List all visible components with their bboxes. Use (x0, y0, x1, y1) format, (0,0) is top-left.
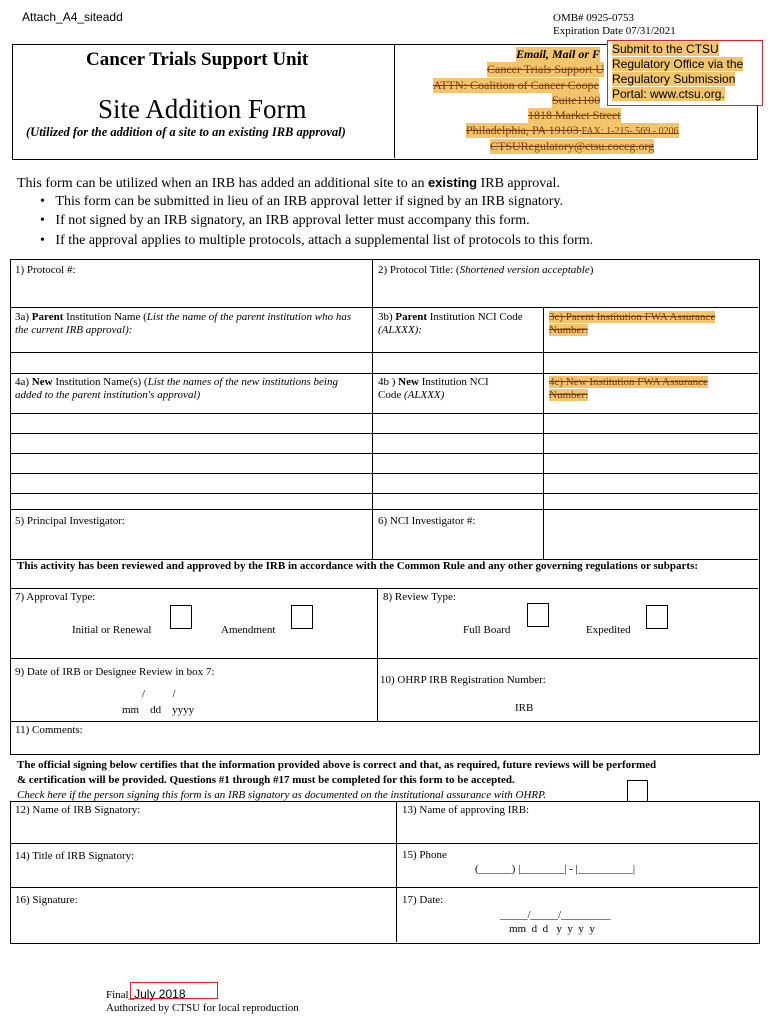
parent-institution-label: 3a) Parent Institution Name (List the name of the parent institution who has the current IRB approval): (15, 311, 352, 336)
review-date-separators[interactable]: / / (142, 688, 176, 700)
row-divider (10, 307, 758, 308)
date-format: mm d d y y y y (509, 923, 595, 935)
address-city: Philadelphia, PA 19103 (466, 123, 579, 137)
new-institution-row[interactable] (11, 414, 757, 433)
protocol-number-field[interactable] (11, 280, 371, 306)
row-divider (10, 843, 758, 844)
parent-fwa-field[interactable] (544, 353, 757, 373)
protocol-title-field[interactable] (373, 280, 757, 306)
irb-signatory-check-label: Check here if the person signing this form is an IRB signatory as documented on the institutional assurance with OHRP. (17, 789, 547, 801)
expedited-checkbox[interactable] (646, 605, 668, 629)
file-tag: Attach_A4_siteadd (22, 10, 123, 24)
review-date-label: 9) Date of IRB or Designee Review in box 7: (15, 666, 215, 678)
intro-bullet: • This form can be submitted in lieu of an IRB approval letter if signed by an IRB signatory. (40, 194, 564, 209)
intro-bullet: • If not signed by an IRB signatory, an IRB approval letter must accompany this form. (40, 213, 530, 228)
review-statement: This activity has been reviewed and approved by the IRB in accordance with the Common Rule and any other governing regulations or subparts: (17, 560, 699, 572)
address-email: CTSURegulatory@ctsu.coccg.org (490, 139, 655, 153)
form-title: Site Addition Form (98, 94, 307, 124)
nci-investigator-field[interactable] (373, 530, 757, 558)
annotation-line-2: Regulatory Office via the (612, 57, 744, 71)
amendment-checkbox[interactable] (291, 605, 313, 629)
new-institution-label: 4a) New Institution Name(s) (List the names of the new institutions being added to the parent institution's approval) (15, 376, 338, 401)
full-board-checkbox[interactable] (527, 603, 549, 627)
row-divider (10, 509, 758, 510)
expedited-label: Expedited (586, 624, 631, 636)
address-fax: FAX: 1-215- 569 - 0206 (581, 126, 679, 137)
footer-final-prefix: Final_ (106, 989, 135, 1001)
address-line-2: Cancer Trials Support U (487, 62, 604, 76)
review-type-label: 8) Review Type: (383, 591, 456, 603)
full-board-label: Full Board (463, 624, 511, 636)
principal-investigator-field[interactable] (11, 530, 371, 558)
new-institution-row[interactable] (11, 474, 757, 493)
signature-label: 16) Signature: (15, 894, 78, 906)
date-field[interactable]: _____/_____/_________ (500, 909, 611, 921)
footer-date-annotation (130, 982, 218, 999)
new-institution-row[interactable] (11, 434, 757, 453)
principal-investigator-label: 5) Principal Investigator: (15, 515, 125, 527)
address-line-6 (466, 123, 679, 138)
parent-nci-code-field[interactable] (373, 353, 542, 373)
annotation-line-4: Portal: www.ctsu.org. (612, 87, 725, 101)
phone-field[interactable]: (______) |________| - |__________| (475, 863, 636, 875)
address-line-5: 1818 Market Street (528, 108, 621, 122)
signature-field[interactable] (11, 908, 395, 941)
initial-renewal-checkbox[interactable] (170, 605, 192, 629)
address-line-3: ATTN: Coalition of Cancer Coope (433, 78, 599, 92)
protocol-number-label: 1) Protocol #: (15, 264, 76, 276)
intro-bullet: • If the approval applies to multiple protocols, attach a supplemental list of protocols to this form. (40, 233, 594, 248)
irb-signatory-title-label: 14) Title of IRB Signatory: (15, 850, 135, 862)
irb-signatory-checkbox[interactable] (627, 780, 648, 802)
phone-label: 15) Phone (402, 849, 447, 861)
column-divider (377, 588, 378, 721)
row-divider (10, 721, 758, 722)
address-line-1: Email, Mail or F (516, 47, 601, 61)
annotation-line-3: Regulatory Submission (612, 72, 736, 86)
date-label: 17) Date: (402, 894, 444, 906)
address-line-4: Suite1100 (552, 93, 601, 107)
parent-fwa-label: 3c) Parent Institution FWA Assurance Number: (549, 311, 716, 336)
form-subtitle: (Utilized for the addition of a site to an existing IRB approval) (26, 125, 346, 139)
row-divider (10, 588, 758, 589)
annotation-line-1: Submit to the CTSU (612, 42, 719, 56)
certification-line-2: & certification will be provided. Questions #1 through #17 must be completed for this form to be accepted. (17, 774, 515, 786)
omb-number: OMB# 0925-0753 (553, 12, 634, 24)
intro-lead: This form can be utilized when an IRB has added an additional site to an existing IRB approval. (17, 175, 560, 191)
ohrp-registration-label: 10) OHRP IRB Registration Number: (380, 674, 546, 686)
new-fwa-label: 4c) New Institution FWA Assurance Number: (549, 376, 708, 401)
parent-nci-code-label: 3b) Parent Institution NCI Code (ALXXX): (378, 311, 523, 336)
protocol-title-label: 2) Protocol Title: (Shortened version acceptable) (378, 264, 594, 276)
approving-irb-label: 13) Name of approving IRB: (402, 804, 530, 816)
initial-renewal-label: Initial or Renewal (72, 624, 152, 636)
certification-line-1: The official signing below certifies that the information provided above is correct and that, as required, future reviews will be performed (17, 759, 657, 771)
header-divider (394, 44, 395, 158)
org-title: Cancer Trials Support Unit (86, 49, 309, 70)
comments-label: 11) Comments: (15, 724, 83, 736)
approving-irb-field[interactable] (397, 818, 757, 842)
new-institution-row[interactable] (11, 494, 757, 509)
amendment-label: Amendment (221, 624, 276, 636)
row-divider (10, 373, 758, 374)
expiration-date: Expiration Date 07/31/2021 (553, 25, 676, 37)
irb-signatory-title-field[interactable] (11, 864, 395, 886)
row-divider (10, 658, 758, 659)
review-date-format: mm dd yyyy (122, 704, 195, 716)
comments-field[interactable] (11, 738, 757, 752)
ohrp-registration-field[interactable] (540, 697, 740, 717)
new-institution-row[interactable] (11, 454, 757, 473)
nci-investigator-label: 6) NCI Investigator #: (378, 515, 476, 527)
row-divider (10, 887, 758, 888)
irb-prefix: IRB (515, 702, 534, 714)
parent-institution-field[interactable] (11, 353, 371, 373)
irb-signatory-name-field[interactable] (11, 818, 395, 842)
new-nci-code-label: 4b ) New Institution NCI Code (ALXXX) (378, 376, 489, 401)
irb-signatory-name-label: 12) Name of IRB Signatory: (15, 804, 141, 816)
footer-date: July 2018 (134, 987, 186, 1001)
approval-type-label: 7) Approval Type: (15, 591, 96, 603)
footer-authorized: Authorized by CTSU for local reproduction (106, 1002, 299, 1014)
